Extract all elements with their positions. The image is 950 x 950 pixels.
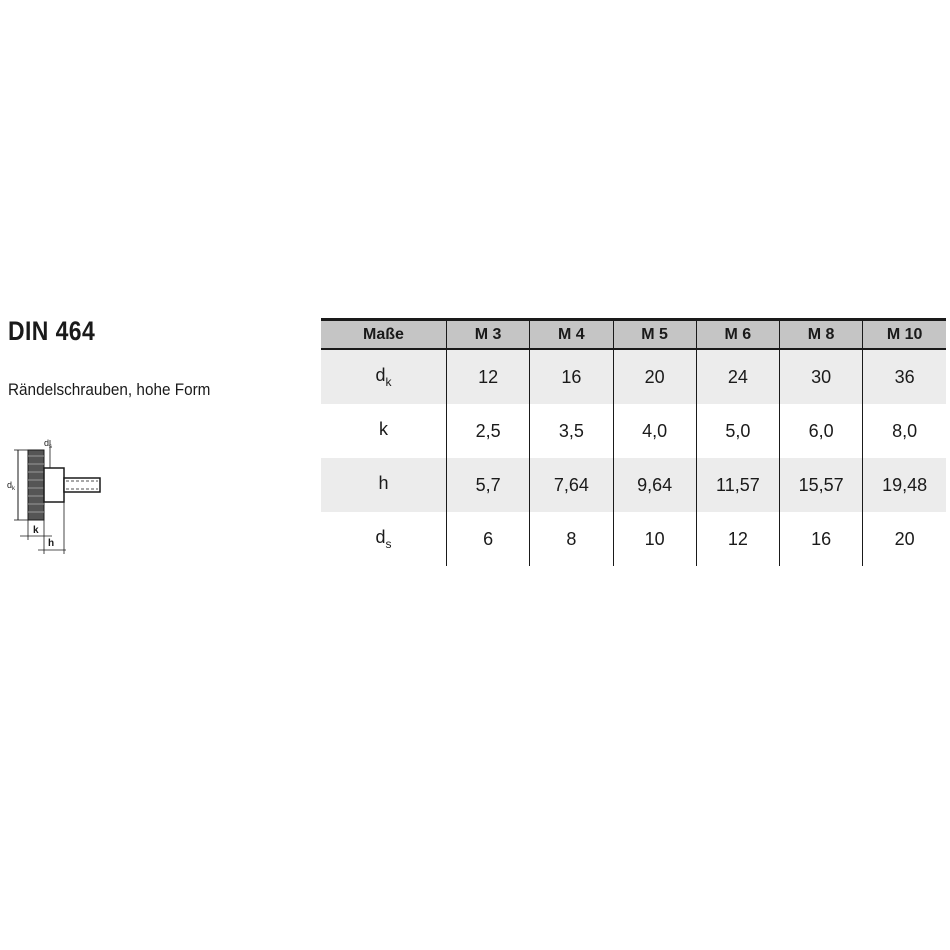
table-cell: 9,64 bbox=[613, 458, 696, 512]
header-m10: M 10 bbox=[863, 320, 946, 350]
table-cell: 5,7 bbox=[447, 458, 530, 512]
thumb-screw-drawing bbox=[4, 436, 108, 558]
table-cell: 12 bbox=[696, 512, 779, 566]
header-label: Maße bbox=[321, 320, 447, 350]
ds-dimension-label: $d_s$ bbox=[44, 438, 53, 450]
header-m5: M 5 bbox=[613, 320, 696, 350]
table-row bbox=[321, 512, 946, 566]
screw-head bbox=[28, 450, 44, 520]
header-m3: M 3 bbox=[447, 320, 530, 350]
table-cell: 4,0 bbox=[613, 404, 696, 458]
screw-thread bbox=[64, 478, 100, 492]
header-m4: M 4 bbox=[530, 320, 613, 350]
table-cell: 2,5 bbox=[447, 404, 530, 458]
table-row bbox=[321, 349, 946, 404]
table-cell: 16 bbox=[780, 512, 863, 566]
table-cell: 5,0 bbox=[696, 404, 779, 458]
table-cell: 8,0 bbox=[892, 420, 918, 441]
dimensions-table bbox=[321, 318, 946, 566]
table-cell: 3,5 bbox=[530, 404, 613, 458]
table-header-row bbox=[321, 320, 946, 350]
table-cell: 10 bbox=[613, 512, 696, 566]
page-title: DIN 464 bbox=[8, 316, 96, 346]
header-m8: M 8 bbox=[780, 320, 863, 350]
h-dimension-label: h bbox=[48, 538, 55, 549]
table-cell: 16 bbox=[530, 349, 613, 404]
page-subtitle: Rändelschrauben, hohe Form bbox=[8, 380, 211, 399]
table-cell: 20 bbox=[613, 349, 696, 404]
table-cell: 6 bbox=[447, 512, 530, 566]
dk-dimension-label: $d_k$ bbox=[7, 480, 16, 492]
table-cell: 11,57 bbox=[696, 458, 779, 512]
table-cell: 6,0 bbox=[780, 404, 863, 458]
table-cell: 8 bbox=[530, 512, 613, 566]
header-m6: M 6 bbox=[696, 320, 779, 350]
row-label: k bbox=[321, 404, 447, 458]
table-cell: 15,57 bbox=[780, 458, 863, 512]
table-row bbox=[321, 404, 946, 458]
screw-collar bbox=[44, 468, 64, 502]
table-cell: 12 bbox=[447, 349, 530, 404]
table-row bbox=[321, 458, 946, 512]
k-dimension-label: k bbox=[33, 525, 39, 536]
table-cell: 19,48 bbox=[863, 458, 946, 512]
table-cell: 24 bbox=[696, 349, 779, 404]
row-label: h bbox=[321, 458, 447, 512]
table-cell: 30 bbox=[780, 349, 863, 404]
table-cell: 36 bbox=[863, 349, 946, 404]
row-label: $d_s$ bbox=[321, 512, 447, 566]
row-label: $d_k$ bbox=[321, 349, 447, 404]
table-cell: 20 bbox=[894, 528, 915, 549]
table-cell: 7,64 bbox=[530, 458, 613, 512]
